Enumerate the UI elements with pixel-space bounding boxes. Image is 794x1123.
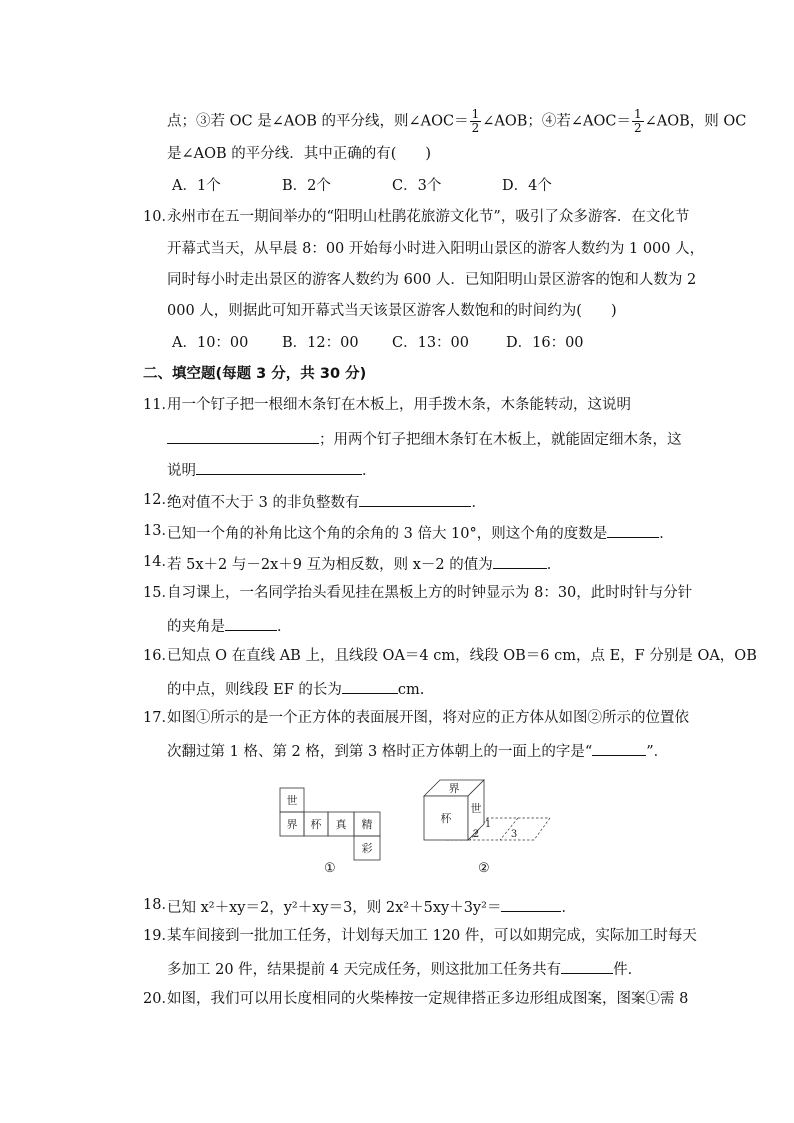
- cube-net-figure: [276, 786, 386, 862]
- q15-line1: 自习课上，一名同学抬头看见挂在黑板上方的时钟显示为 8：30，此时时针与分针: [167, 585, 693, 601]
- q19-line2: 多加工 20 件，结果提前 4 天完成任务，则这批加工任务共有 件．: [167, 957, 642, 980]
- q9-text-b: ∠AOB；④若∠AOC＝: [482, 113, 631, 130]
- q11-line2: ；用两个钉子把细木条钉在木板上，就能固定细木条，这: [167, 427, 682, 450]
- q16-number: 16．: [143, 648, 176, 664]
- q17-number: 17．: [143, 710, 176, 726]
- q10-option-b: B．12：00: [282, 335, 359, 351]
- grid-number-2: 2: [472, 829, 480, 840]
- q17-line1: 如图①所示的是一个正方体的表面展开图，将对应的正方体从如图②所示的位置依: [167, 710, 689, 726]
- q10-number: 10．: [143, 209, 176, 225]
- q19-line1: 某车间接到一批加工任务，计划每天加工 120 件，可以如期完成，实际加工时每天: [167, 928, 697, 944]
- q10-line3: 同时每小时走出景区的游客人数约为 600 人．已知阳明山景区游客的饱和人数为 2: [167, 272, 697, 288]
- figure-2-label: ②: [478, 861, 490, 876]
- cube-grid-figure: [418, 774, 554, 846]
- q20-number: 20．: [143, 991, 176, 1007]
- q9-line1: [167, 108, 746, 135]
- q12-answer-blank[interactable]: [359, 490, 471, 507]
- q13-number: 13．: [143, 523, 176, 539]
- cube-front-face: 杯: [440, 812, 452, 825]
- q10-line4: 000 人，则据此可知开幕式当天该景区游客人数饱和的时间约为( ): [167, 303, 617, 319]
- q18-number: 18．: [143, 897, 176, 913]
- q19-answer-blank[interactable]: [561, 957, 613, 974]
- q10-option-d: D．16：00: [506, 335, 584, 351]
- q18-answer-blank[interactable]: [501, 895, 561, 912]
- q10-line2: 开幕式当天，从早晨 8：00 开始每小时进入阳明山景区的游客人数约为 1 000 人，: [167, 241, 705, 257]
- q9-option-a: A．1个: [172, 178, 221, 194]
- q11-line1: 用一个钉子把一根细木条钉在木板上，用手拨木条，木条能转动，这说明: [167, 397, 631, 413]
- net-cell-5: 精: [361, 818, 373, 831]
- net-cell-6: 彩: [361, 842, 373, 855]
- grid-number-1: 1: [484, 819, 492, 830]
- q14-answer-blank[interactable]: [493, 552, 547, 569]
- q19-number: 19．: [143, 928, 176, 944]
- q13-answer-blank[interactable]: [607, 521, 659, 538]
- q15-line2: 的夹角是 ．: [167, 614, 292, 637]
- net-cell-2: 界: [286, 818, 298, 831]
- q9-option-d: D．4个: [502, 178, 552, 194]
- q9-text-a: 点；③若 OC 是∠AOB 的平分线，则∠AOC＝: [167, 113, 469, 130]
- figure-1-label: ①: [324, 861, 336, 876]
- q18-line: 已知 x²＋xy＝2，y²＋xy＝3，则 2x²＋5xy＋3y²＝ ．: [167, 895, 576, 918]
- q16-line1: 已知点 O 在直线 AB 上，且线段 OA＝4 cm，线段 OB＝6 cm，点 E，F 分别是 OA，OB: [167, 648, 757, 664]
- q9-line2: 是∠AOB 的平分线．其中正确的有( ): [167, 146, 432, 162]
- q13-line: 已知一个角的补角比这个角的余角的 3 倍大 10°，则这个角的度数是 ．: [167, 521, 674, 544]
- q9-option-b: B．2个: [282, 178, 331, 194]
- q9-text-c: ∠AOB，则 OC: [644, 113, 747, 130]
- q12-line: 绝对值不大于 3 的非负整数有 ．: [167, 490, 486, 513]
- grid-number-3: 3: [510, 829, 518, 840]
- net-cell-1: 世: [286, 794, 298, 807]
- q11-line3: 说明 ．: [167, 458, 377, 481]
- fraction-half-1: $\frac{1}{2}$: [471, 107, 480, 135]
- q11-answer-blank-2[interactable]: [196, 458, 362, 475]
- q16-line2: 的中点，则线段 EF 的长为 cm.: [167, 677, 424, 700]
- q9-option-c: C．3个: [392, 178, 442, 194]
- net-cell-3: 杯: [310, 818, 322, 831]
- q20-line1: 如图，我们可以用长度相同的火柴棒按一定规律搭正多边形组成图案，图案①需 8: [167, 991, 689, 1007]
- q11-number: 11．: [143, 397, 176, 413]
- q16-answer-blank[interactable]: [342, 677, 398, 694]
- section-title: 二、填空题(每题 3 分，共 30 分): [143, 366, 367, 382]
- q15-answer-blank[interactable]: [225, 614, 277, 631]
- q12-number: 12．: [143, 492, 176, 508]
- cube-top-face: 界: [448, 782, 460, 795]
- q10-line1: 永州市在五一期间举办的“阳明山杜鹃花旅游文化节”，吸引了众多游客．在文化节: [167, 209, 690, 225]
- q14-line: 若 5x＋2 与－2x＋9 互为相反数，则 x－2 的值为 ．: [167, 552, 561, 575]
- q10-option-a: A．10：00: [172, 335, 249, 351]
- fraction-half-2: $\frac{1}{2}$: [634, 107, 642, 135]
- q17-answer-blank[interactable]: [592, 739, 646, 756]
- q15-number: 15．: [143, 585, 176, 601]
- q14-number: 14．: [143, 554, 176, 570]
- q10-option-c: C．13：00: [392, 335, 469, 351]
- cube-side-face: 世: [470, 802, 482, 815]
- q11-answer-blank-1[interactable]: [167, 427, 319, 444]
- net-cell-4: 真: [335, 818, 347, 831]
- q17-line2: 次翻过第 1 格、第 2 格，到第 3 格时正方体朝上的一面上的字是“ ”．: [167, 739, 668, 762]
